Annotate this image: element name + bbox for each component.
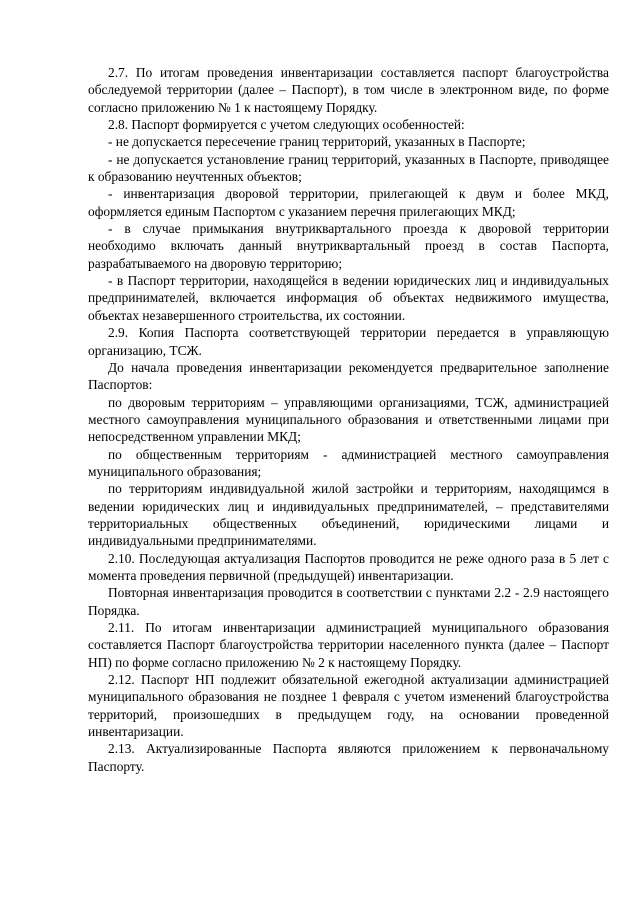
paragraph-2-11: 2.11. По итогам инвентаризации администрацией муниципального образования составляется Паспорт благоустройства территории населенного пункта (далее – Паспорт НП) по форме согласно приложению № 2 к настоящему Порядку. — [88, 620, 609, 670]
paragraph-repeat-inventory: Повторная инвентаризация проводится в соответствии с пунктами 2.2 - 2.9 настоящего Порядка. — [88, 585, 609, 618]
document-body — [88, 64, 609, 775]
list-item-no-intersection: - не допускается пересечение границ территорий, указанных в Паспорте; — [108, 134, 526, 150]
paragraph-prefill-courtyards: по дворовым территориям – управляющими организациями, ТСЖ, администрацией местного самоуправления муниципального образования и ответственными лицами при непосредственном управлении МКД; — [88, 394, 609, 445]
paragraph-2-13: 2.13. Актуализированные Паспорта являются приложением к первоначальному Паспорту. — [88, 741, 609, 774]
paragraph-2-9: 2.9. Копия Паспорта соответствующей территории передается в управляющую организацию, ТСЖ. — [88, 325, 609, 358]
paragraph-2-10: 2.10. Последующая актуализация Паспортов проводится не реже одного раза в 5 лет с момента проведения первичной (предыдущей) инвентаризации. — [88, 550, 609, 583]
list-item-no-unaccounted-objects: - не допускается установление границ территорий, указанных в Паспорте, приводящее к образованию неучтенных объектов; — [88, 151, 609, 185]
paragraph-2-7: 2.7. По итогам проведения инвентаризации составляется паспорт благоустройства обследуемой территории (далее – Паспорт), в том числе в электронном виде, по форме согласно приложению № 1 к настоящему Порядку. — [88, 65, 609, 115]
paragraph-prefill-intro: До начала проведения инвентаризации рекомендуется предварительное заполнение Паспортов: — [88, 359, 609, 393]
list-item-single-passport-mkd: - инвентаризация дворовой территории, прилегающей к двум и более МКД, оформляется единым Паспортом с указанием перечня прилегающих МКД; — [88, 186, 609, 219]
list-item-intra-block-passage: - в случае примыкания внутриквартального проезда к дворовой территории необходимо включать данный внутриквартальный проезд в состав Паспорта, разрабатываемого на дворовую территорию; — [88, 221, 609, 271]
paragraph-2-12: 2.12. Паспорт НП подлежит обязательной ежегодной актуализации администрацией муниципального образования не позднее 1 февраля с учетом изменений благоустройства территорий, произошедших в предыдущем году, на основании проведенной инвентаризации. — [88, 672, 609, 740]
paragraph-2-8: 2.8. Паспорт формируется с учетом следующих особенностей: — [108, 117, 465, 133]
paragraph-prefill-public: по общественным территориям - администрацией местного самоуправления муниципального образования; — [88, 446, 609, 479]
list-item-legal-entities-info: - в Паспорт территории, находящейся в ведении юридических лиц и индивидуальных предпринимателей, включается информация об объектах недвижимого имущества, объектах незавершенного строительства, их состоянии. — [88, 273, 609, 323]
paragraph-prefill-individual: по территориям индивидуальной жилой застройки и территориям, находящимся в ведении юридических лиц и индивидуальных предпринимателей, – представителями территориальных общественных объединений, юридическими лицами и индивидуальными предпринимателями. — [88, 481, 609, 549]
